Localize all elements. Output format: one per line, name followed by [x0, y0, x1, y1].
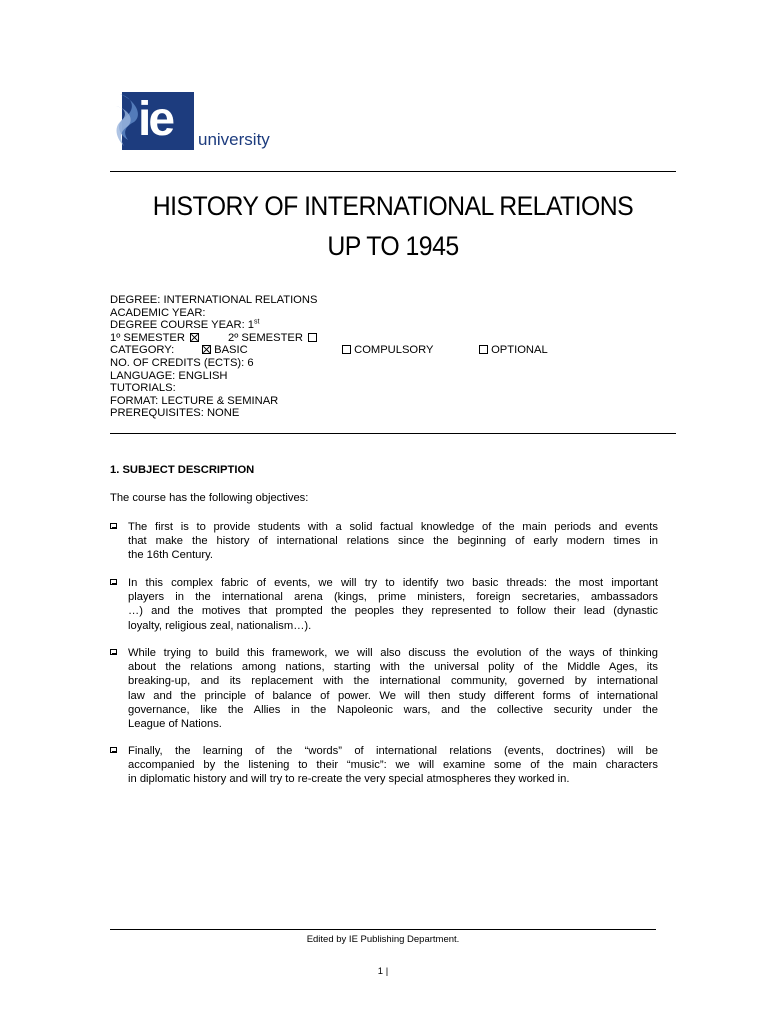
- bullet-line: the 16th Century.: [128, 549, 213, 562]
- tutorials: TUTORIALS:: [110, 382, 176, 395]
- bullet-line: breaking-up, and its replacement with the international community, governed by international: [128, 675, 658, 688]
- course-year: [110, 319, 676, 332]
- bullet-line: The first is to provide students with a solid factual knowledge of the main periods and events: [128, 521, 658, 533]
- academic-year: ACADEMIC YEAR:: [110, 306, 206, 319]
- bullet-line: accompanied by the listening to their “music”: we will examine some of the main characters: [128, 759, 658, 772]
- bullet-line: loyalty, religious zeal, nationalism…).: [128, 619, 312, 632]
- category-label: CATEGORY:: [110, 344, 175, 357]
- bullet-line: …) and the motives that prompted the peoples they represented to follow their lead (dynastic: [128, 605, 658, 618]
- page-title-line2: UP TO 1945: [327, 231, 459, 261]
- semester1-label: 1º SEMESTER: [110, 331, 185, 344]
- page-title-line1: HISTORY OF INTERNATIONAL RELATIONS: [152, 191, 634, 221]
- compulsory-label: COMPULSORY: [354, 344, 434, 357]
- logo-university-text: university: [198, 130, 270, 149]
- ie-university-logo: [112, 88, 272, 154]
- basic-label: BASIC: [214, 344, 248, 357]
- prerequisites: PREREQUISITES: NONE: [110, 407, 240, 420]
- basic-group: [202, 344, 248, 357]
- course-year-sup: st: [254, 318, 260, 326]
- footer-text: Edited by IE Publishing Department.: [306, 934, 460, 945]
- compulsory-checkbox[interactable]: [342, 345, 351, 354]
- bullet-box-icon: [110, 523, 117, 529]
- bullet-line: Finally, the learning of the “words” of international relations (events, doctrines) will be: [128, 745, 658, 757]
- top-rule: [110, 171, 676, 172]
- section-intro: The course has the following objectives:: [110, 492, 309, 504]
- format: FORMAT: LECTURE & SEMINAR: [110, 394, 279, 407]
- list-item: [110, 520, 658, 563]
- semester-row: [110, 332, 676, 345]
- bullet-line: In this complex fabric of events, we will try to identify two basic threads: the most important: [128, 577, 658, 589]
- course-metadata: [110, 294, 676, 420]
- bullet-line: League of Nations.: [128, 717, 222, 730]
- semester2-label: 2º SEMESTER: [228, 331, 303, 344]
- bullet-line: governance, like the Allies in the Napoleonic wars, and the collective security under the: [128, 703, 658, 716]
- section-heading: 1. SUBJECT DESCRIPTION: [110, 464, 255, 476]
- bullet-line: about the relations among nations, starting with the universal polity of the Middle Ages, its: [128, 661, 658, 674]
- logo-ie-mark: ie: [138, 93, 173, 146]
- footer-rule: [110, 929, 656, 930]
- semester2-group: [228, 332, 317, 345]
- basic-checkbox[interactable]: [202, 345, 211, 354]
- bullet-line: that make the history of international relations since the beginning of early modern times in: [128, 535, 658, 548]
- bullet-line: in diplomatic history and will try to re-create the very special atmospheres they worked in.: [128, 773, 570, 786]
- course-year-label: DEGREE COURSE YEAR: 1: [110, 319, 255, 332]
- bullet-box-icon: [110, 747, 117, 753]
- list-item: [110, 646, 658, 731]
- language: LANGUAGE: ENGLISH: [110, 369, 228, 382]
- semester2-checkbox[interactable]: [308, 333, 317, 342]
- bullet-line: players in the international arena (kings, prime ministers, foreign secretaries, ambassadors: [128, 591, 658, 604]
- page-number: 1 |: [377, 966, 389, 977]
- middle-rule: [110, 433, 676, 434]
- category-row: [110, 344, 676, 357]
- credits: NO. OF CREDITS (ECTS): 6: [110, 356, 254, 369]
- list-item: [110, 744, 658, 787]
- list-item: [110, 576, 658, 633]
- compulsory-group: [342, 344, 433, 357]
- bullet-box-icon: [110, 649, 117, 655]
- bullet-box-icon: [110, 579, 117, 585]
- optional-label: OPTIONAL: [491, 344, 548, 357]
- optional-group: [479, 344, 548, 357]
- bullet-line: While trying to build this framework, we will also discuss the evolution of the ways of thinking: [128, 647, 658, 659]
- bullet-line: law and the principle of balance of power. We will then study different forms of international: [128, 689, 658, 702]
- optional-checkbox[interactable]: [479, 345, 488, 354]
- degree: DEGREE: INTERNATIONAL RELATIONS: [110, 294, 318, 306]
- semester1-checkbox[interactable]: [190, 333, 199, 342]
